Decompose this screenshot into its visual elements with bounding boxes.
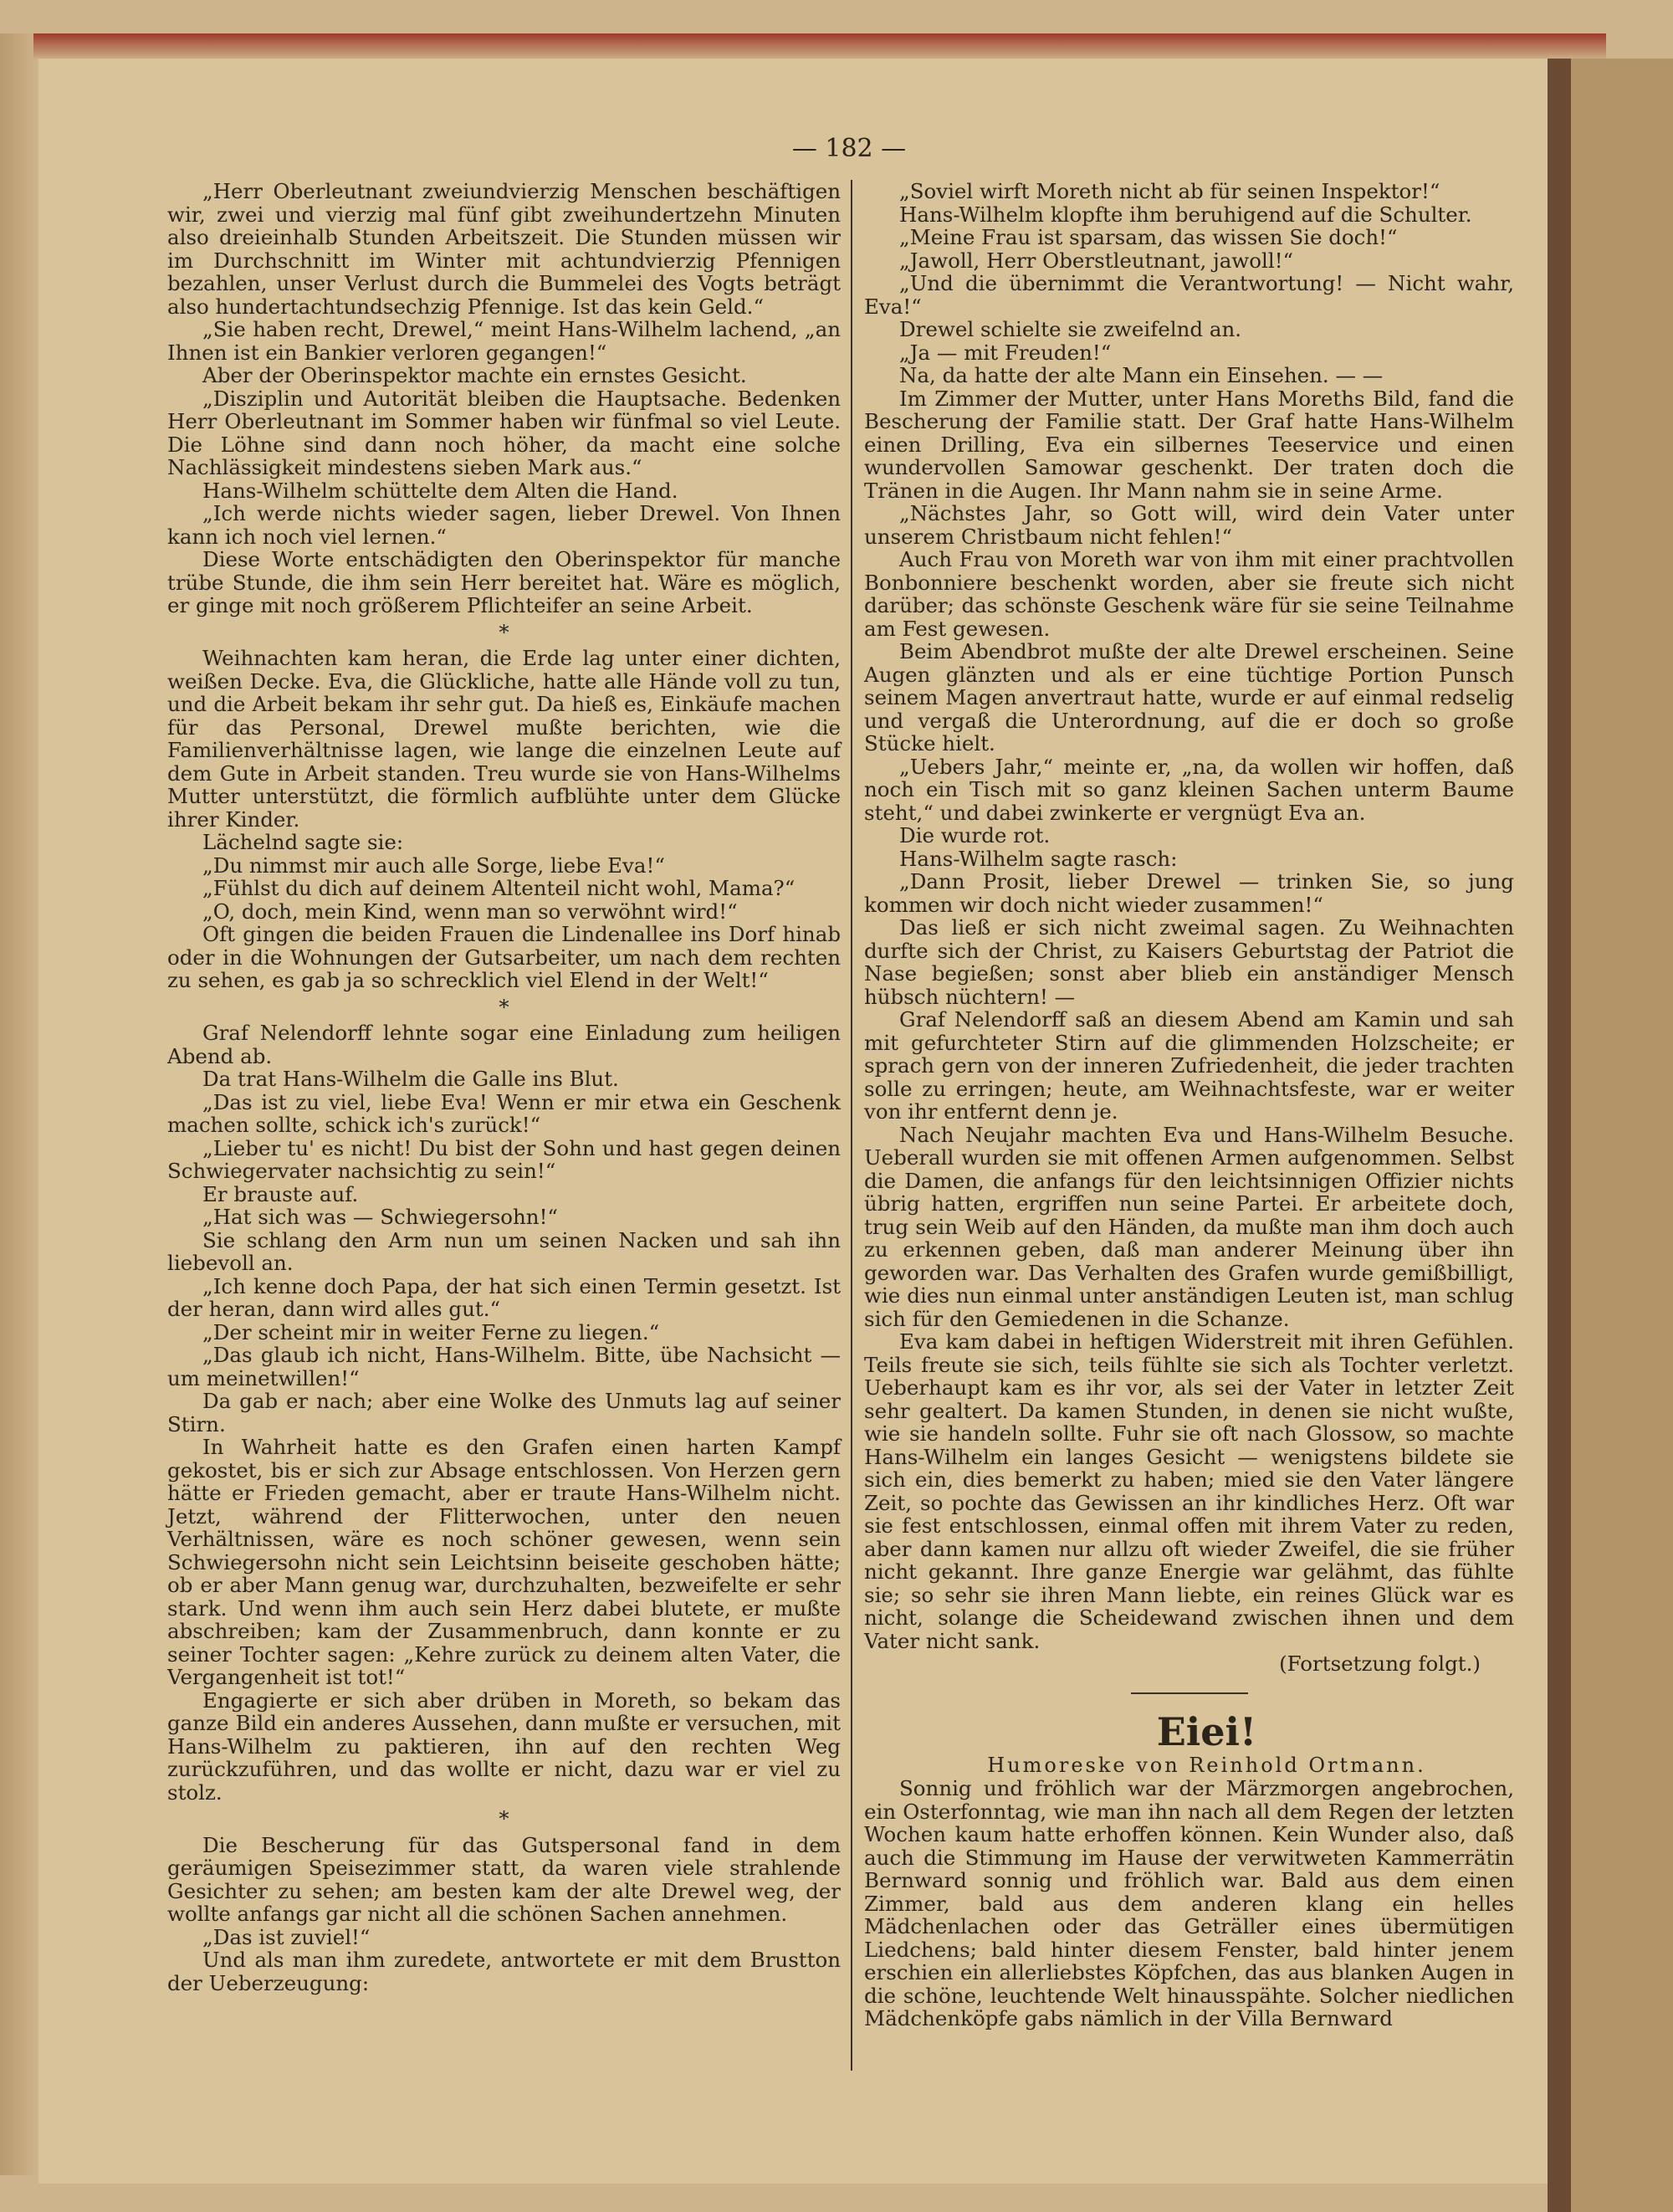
paragraph: „Das ist zuviel!“ xyxy=(202,1924,371,1949)
book-binding-edge xyxy=(0,33,38,2175)
page-top-edge xyxy=(33,33,1606,59)
story-author: Humoreske von Reinhold Ortmann. xyxy=(987,1753,1426,1777)
page-number: — 182 — xyxy=(791,134,907,163)
column-divider xyxy=(851,180,852,2071)
paragraph: Oft gingen die beiden Frauen die Lindenallee ins Dorf hinab oder in die Wohnungen der Gutsarbeiter, um nach dem rechten zu sehen, es gab ja so schrecklich viel Elend in der Welt!“ xyxy=(167,922,841,992)
story-paragraphs xyxy=(864,1777,1514,2030)
story-rule xyxy=(1131,1692,1248,1694)
paragraph: „Soviel wirft Moreth nicht ab für seinen Inspektor!“ xyxy=(899,179,1440,203)
paragraph: „Und die übernimmt die Verantwortung! — Nicht wahr, Eva!“ xyxy=(864,271,1514,319)
paragraph: „Ich kenne doch Papa, der hat sich einen Termin gesetzt. Ist der heran, dann wird alles gut.“ xyxy=(167,1273,841,1321)
paragraph: „Du nimmst mir auch alle Sorge, liebe Eva!“ xyxy=(202,853,665,878)
paragraph: „Herr Oberleutnant zweiundvierzig Menschen beschäftigen wir, zwei und vierzig mal fünf gibt zweihundertzehn Minuten also dreieinhalb Stunden Arbeitszeit. Die Stunden müssen wir im Durchschnitt im Winter mit achtundvierzig Pfennigen bezahlen, unser Verlust durch die Bummelei des Vogts beträgt also hundertachtundsechzig Pfennige. Ist das kein Geld.“ xyxy=(167,179,841,319)
paragraph: Er brauste auf. xyxy=(202,1181,359,1206)
right-column xyxy=(864,180,1514,2030)
paragraph: „Lieber tu' es nicht! Du bist der Sohn und hast gegen deinen Schwiegervater nachsichtig zu sein!“ xyxy=(167,1135,841,1183)
section-separator: * xyxy=(499,1806,509,1831)
paragraph: Hans-Wilhelm sagte rasch: xyxy=(899,846,1178,871)
paragraph: Diese Worte entschädigten den Oberinspektor für manche trübe Stunde, die ihm sein Herr bereitet hat. Wäre es möglich, er ginge mit noch größerem Pflichteifer an seine Arbeit. xyxy=(167,547,841,617)
paragraph: Sie schlang den Arm nun um seinen Nacken und sah ihn liebevoll an. xyxy=(167,1227,841,1275)
right-paragraphs xyxy=(864,180,1514,1652)
paragraph: Lächelnd sagte sie: xyxy=(202,830,404,854)
paragraph: Graf Nelendorff saß an diesem Abend am Kamin und sah mit gefurchteter Stirn auf die glimmenden Holzscheite; er sprach gern von der inneren Zufriedenheit, die jeder trachten solle zu erringen; heute, am Weihnachtsfeste, war er weiter von ihr entfernt denn je. xyxy=(864,1007,1514,1124)
paragraph: Hans-Wilhelm klopfte ihm beruhigend auf die Schulter. xyxy=(899,202,1472,227)
left-column xyxy=(167,180,841,1994)
paragraph: „Ich werde nichts wieder sagen, lieber Drewel. Von Ihnen kann ich noch viel lernen.“ xyxy=(167,501,841,549)
paragraph: „Meine Frau ist sparsam, das wissen Sie doch!“ xyxy=(899,225,1398,249)
paragraph: In Wahrheit hatte es den Grafen einen harten Kampf gekostet, bis er sich zur Absage entschlossen. Von Herzen gern hätte er Frieden gemacht, aber er traute Hans-Wilhelm nicht. Jetzt, während der Flitterwochen, unter den neuen Verhältnissen, wäre es noch schöner gewesen, wenn sein Schwiegersohn nicht sein Leichtsinn beiseite geschoben hätte; ob er aber Mann genug war, durchzuhalten, bezweifelte er sehr stark. Und wenn ihm auch sein Herz dabei blutete, er mußte abschreiben; kam der Zusammenbruch, dann konnte er zu seiner Tochter sagen: „Kehre zurück zu deinem alten Vater, die Vergangenheit ist tot!“ xyxy=(167,1435,841,1689)
paragraph: Auch Frau von Moreth war von ihm mit einer prachtvollen Bonbonniere beschenkt worden, aber sie freute sich nicht darüber; das schönste Geschenk wäre für sie seine Teilnahme am Fest gewesen. xyxy=(864,547,1514,641)
continued-note: (Fortsetzung folgt.) xyxy=(1279,1651,1481,1676)
paragraph: „Uebers Jahr,“ meinte er, „na, da wollen wir hoffen, daß noch ein Tisch mit so ganz kleinen Sachen unterm Baume steht,“ und dabei zwinkerte er vergnügt Eva an. xyxy=(864,754,1514,825)
paragraph: „Disziplin und Autorität bleiben die Hauptsache. Bedenken Herr Oberleutnant im Sommer haben wir fünfmal so viel Leute. Die Löhne sind dann noch höher, da macht eine solche Nachlässigkeit mindestens sieben Mark aus.“ xyxy=(167,386,841,479)
paragraph: „Sie haben recht, Drewel,“ meint Hans-Wilhelm lachend, „an Ihnen ist ein Bankier verloren gegangen!“ xyxy=(167,317,841,365)
paragraph: Nach Neujahr machten Eva und Hans-Wilhelm Besuche. Ueberall wurden sie mit offenen Armen aufgenommen. Selbst die Damen, die anfangs für den leichtsinnigen Offizier nichts übrig hatten, ergriffen nun seine Partei. Er arbeitete doch, trug sein Weib auf den Händen, da mußte man ihm doch auch zu erkennen geben, daß man anderer Meinung über ihn geworden war. Das Verhalten des Grafen wurde gemißbilligt, wie dies nun einmal unter anständigen Leuten ist, man schlug sich für den Gemiedenen in die Schanze. xyxy=(864,1122,1514,1331)
paragraph: Da trat Hans-Wilhelm die Galle ins Blut. xyxy=(202,1067,619,1091)
paragraph: „Das ist zu viel, liebe Eva! Wenn er mir etwa ein Geschenk machen sollte, schick ich's zurück!“ xyxy=(167,1089,841,1137)
paragraph: Hans-Wilhelm schüttelte dem Alten die Hand. xyxy=(202,478,678,503)
paragraph: „Hat sich was — Schwiegersohn!“ xyxy=(202,1205,558,1229)
left-paragraphs-4 xyxy=(167,1834,841,1995)
paragraph: Graf Nelendorff lehnte sogar eine Einladung zum heiligen Abend ab. xyxy=(167,1021,841,1068)
paragraph: „Der scheint mir in weiter Ferne zu liegen.“ xyxy=(202,1319,660,1344)
paragraph: „Nächstes Jahr, so Gott will, wird dein Vater unter unserem Christbaum nicht fehlen!“ xyxy=(864,501,1514,549)
left-paragraphs-3 xyxy=(167,1022,841,1804)
paragraph: Beim Abendbrot mußte der alte Drewel erscheinen. Seine Augen glänzten und als er eine tüchtige Portion Punsch seinem Magen anvertraut hatte, wurde er auf einmal redselig und vergaß die Unterordnung, auf die er doch so große Stücke hielt. xyxy=(864,639,1514,755)
paragraph: Und als man ihm zuredete, antwortete er mit dem Brustton der Ueberzeugung: xyxy=(167,1948,841,1995)
story-title: Eiei! xyxy=(1156,1708,1257,1754)
paragraph: Eva kam dabei in heftigen Widerstreit mit ihren Gefühlen. Teils freute sie sich, teils fühlte sie sich als Tochter verletzt. Ueberhaupt kam es ihr vor, als sei der Vater in letzter Zeit sehr gealtert. Da kamen Stunden, in denen sie nicht wußte, wie sie handeln sollte. Fuhr sie oft nach Glossow, so machte Hans-Wilhelm ein langes Gesicht — wenigstens bildete sie sich ein, dies bemerkt zu haben; mied sie den Vater längere Zeit, so pochte das Gewissen an ihr kindliches Herz. Oft war sie fest entschlossen, einmal offen mit ihrem Vater zu reden, aber dann kamen nur allzu oft wieder Zweifel, die sie früher nicht gekannt. Ihre ganze Energie war gelähmt, das fühlte sie; so sehr sie ihren Mann liebte, ein reines Glück war es nicht, solange die Scheidewand zwischen ihnen und dem Vater nicht sank. xyxy=(864,1329,1514,1653)
paragraph: Weihnachten kam heran, die Erde lag unter einer dichten, weißen Decke. Eva, die Glückliche, hatte alle Hände voll zu tun, und die Arbeit bekam ihr sehr gut. Da hieß es, Einkäufe machen für das Personal, Drewel mußte berichten, wie die Familienverhältnisse lagen, wie lange die einzelnen Leute auf dem Gute in Arbeit standen. Treu wurde sie von Hans-Wilhelms Mutter unterstützt, die förmlich aufblühte unter dem Glücke ihrer Kinder. xyxy=(167,646,841,832)
paragraph: Die Bescherung für das Gutspersonal fand in dem geräumigen Speisezimmer statt, da waren viele strahlende Gesichter zu sehen; am besten kam der alte Drewel weg, der wollte anfangs gar nicht all die schönen Sachen annehmen. xyxy=(167,1832,841,1926)
paragraph: Drewel schielte sie zweifelnd an. xyxy=(899,317,1242,341)
paragraph: Aber der Oberinspektor machte ein ernstes Gesicht. xyxy=(202,363,747,387)
paragraph: Na, da hatte der alte Mann ein Einsehen. — — xyxy=(899,363,1384,387)
paragraph: Engagierte er sich aber drüben in Moreth, so bekam das ganze Bild ein anderes Aussehen, dann mußte er versuchen, mit Hans-Wilhelm zu paktieren, ihn auf den rechten Weg zurückzuführen, und das wollte er nicht, dazu war er viel zu stolz. xyxy=(167,1687,841,1805)
section-separator: * xyxy=(499,994,509,1019)
left-paragraphs-2 xyxy=(167,647,841,992)
page-right-shadow xyxy=(1548,59,1571,2212)
paragraph: Das ließ er sich nicht zweimal sagen. Zu Weihnachten durfte sich der Christ, zu Kaisers Geburtstag der Patriot die Nase begießen; sonst aber blieb ein anständiger Mensch hübsch nüchtern! — xyxy=(864,915,1514,1009)
paragraph: „Ja — mit Freuden!“ xyxy=(899,340,1112,365)
paragraph: „Jawoll, Herr Oberstleutnant, jawoll!“ xyxy=(899,248,1294,273)
section-separator: * xyxy=(499,619,509,644)
paragraph: Da gab er nach; aber eine Wolke des Unmuts lag auf seiner Stirn. xyxy=(167,1389,841,1436)
paragraph: „Dann Prosit, lieber Drewel — trinken Sie, so jung kommen wir doch nicht wieder zusammen!“ xyxy=(864,869,1514,917)
paragraph: Im Zimmer der Mutter, unter Hans Moreths Bild, fand die Bescherung der Familie statt. Der Graf hatte Hans-Wilhelm einen Drilling, Eva ein silbernes Teeservice und einen wundervollen Samowar geschenkt. Der traten doch die Tränen in die Augen. Ihr Mann nahm sie in seine Arme. xyxy=(864,386,1514,503)
page-right-edge xyxy=(1548,59,1673,2212)
paragraph: „Fühlst du dich auf deinem Altenteil nicht wohl, Mama?“ xyxy=(202,876,796,900)
paragraph: „O, doch, mein Kind, wenn man so verwöhnt wird!“ xyxy=(202,899,738,924)
left-paragraphs xyxy=(167,180,841,617)
paragraph: „Das glaub ich nicht, Hans-Wilhelm. Bitte, übe Nachsicht — um meinetwillen!“ xyxy=(167,1343,841,1390)
paragraph: Sonnig und fröhlich war der Märzmorgen angebrochen, ein Osterfonntag, wie man ihn nach all dem Regen der letzten Wochen kaum hatte erhoffen können. Kein Wunder also, daß auch die Stimmung im Hause der verwitweten Kammerrätin Bernward sonnig und fröhlich war. Bald aus dem einen Zimmer, bald aus dem anderen klang ein helles Mädchenlachen oder das Geträller eines übermütigen Liedchens; bald hinter diesem Fenster, bald hinter jenem erschien ein allerliebstes Köpfchen, das aus blanken Augen in die schöne, leuchtende Welt hinausspähte. Solcher niedlichen Mädchenköpfe gabs nämlich in der Villa Bernward xyxy=(864,1776,1514,2030)
paragraph: Die wurde rot. xyxy=(899,823,1051,847)
